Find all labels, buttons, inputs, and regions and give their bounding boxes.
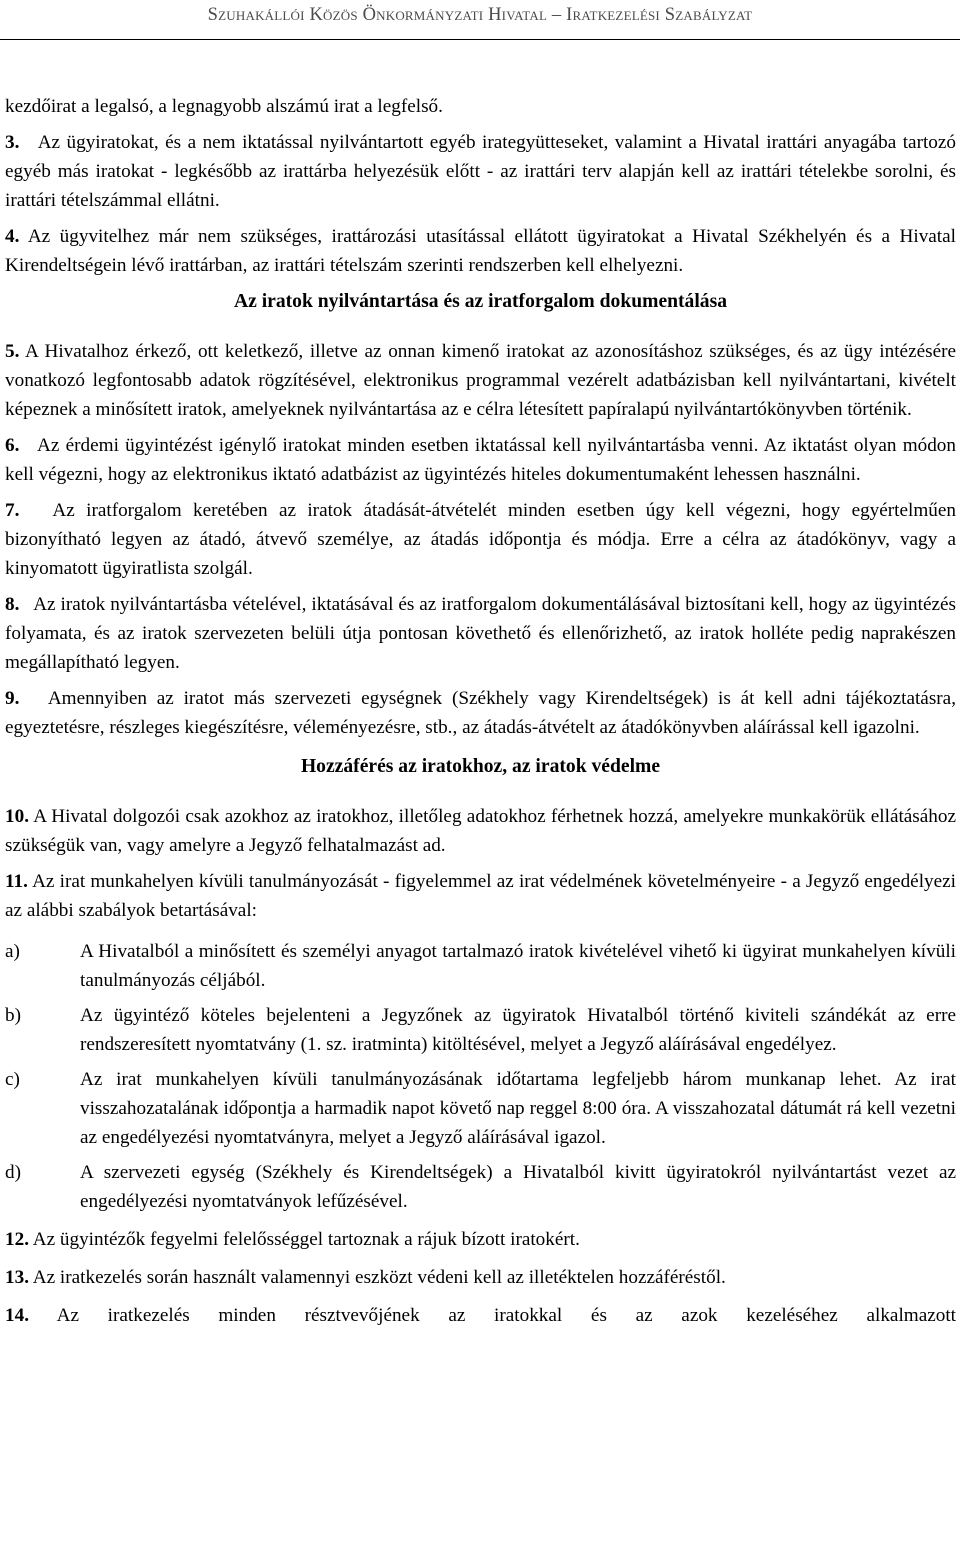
paragraph-text: Amennyiben az iratot más szervezeti egységnek (Székhely vagy Kirendeltségek) is át kell adni tájékoztatásra, egyeztetésre, részleges kiegészítésre, véleményezésre, stb., az átadás-átvételt az átadókönyvben aláírással kell igazolni. — [5, 688, 956, 738]
subitem-label: a) — [5, 941, 20, 962]
section-heading-access: Hozzáférés az iratokhoz, az iratok védelme — [300, 756, 661, 777]
subitem-text: Az irat munkahelyen kívüli tanulmányozásának időtartama legfeljebb három munkanap lehet. Az irat visszahozatalának időpontja a harmadik napot követő nap reggel 8:00 óra. A visszahozatal dátumát rá kell vezetni az engedélyezési nyomtatványra, melyet a Jegyző aláírásával igazol. — [80, 1069, 956, 1148]
paragraph-number: 12. — [5, 1229, 29, 1250]
subitem-b — [5, 1001, 956, 1059]
paragraph-number: 11. — [5, 871, 28, 892]
paragraph-text: Az érdemi ügyintézést igénylő iratokat minden esetben iktatással kell nyilvántartásba venni. Az iktatást olyan módon kell végezni, hogy az elektronikus iktató adatbázist az ügyintézés hiteles dokumentumaként lehessen használni. — [5, 435, 956, 485]
paragraph-14 — [5, 1301, 956, 1330]
paragraph-number: 7. — [5, 500, 20, 521]
paragraph-9 — [5, 684, 956, 742]
paragraph-12 — [5, 1225, 956, 1254]
paragraph-number: 6. — [5, 435, 20, 456]
header-rule — [0, 39, 960, 40]
paragraph-number: 4. — [5, 226, 20, 247]
paragraph-10 — [5, 802, 956, 860]
paragraph-text: Az ügyvitelhez már nem szükséges, irattározási utasítással ellátott ügyiratokat a Hivatal Székhelyén és a Hivatal Kirendeltségein lévő irattárban, az irattári tételszám szerinti rendszerben kell elhelyezni. — [5, 226, 956, 276]
paragraph-11 — [5, 867, 956, 925]
subitem-label: b) — [5, 1005, 21, 1026]
page-header — [0, 0, 960, 46]
paragraph-text: Az ügyintézők fegyelmi felelősséggel tartoznak a rájuk bízott iratokért. — [32, 1229, 580, 1250]
paragraph-text: Az iratkezelés minden résztvevőjének az iratokkal és az azok kezeléséhez alkalmazott — [56, 1305, 956, 1326]
paragraph-7 — [5, 496, 956, 583]
paragraph-number: 9. — [5, 688, 20, 709]
paragraph-text: A Hivatalhoz érkező, ott keletkező, illetve az onnan kimenő iratokat az azonosításhoz szükséges, és az ügy intézésére vonatkozó legfontosabb adatok rögzítésével, elektronikus programmal vezérelt adatbázisban kell nyilvántartani, kivételt képeznek a minősített iratok, amelyeknek nyilvántartása az e célra létesített papíralapú nyilvántartókönyvben történik. — [5, 341, 956, 420]
header-title: Szuhakállói Közös Önkormányzati Hivatal – Iratkezelési Szabályzat — [207, 5, 753, 25]
paragraph-text: A Hivatal dolgozói csak azokhoz az iratokhoz, illetőleg adatokhoz férhetnek hozzá, amelyekre munkakörük ellátásához szükségük van, vagy amelyre a Jegyző felhatalmazást ad. — [5, 806, 956, 856]
paragraph-text: Az iratforgalom keretében az iratok átadását-átvételét minden esetben úgy kell végezni, hogy egyértelműen bizonyítható legyen az átadó, átvevő személye, az átadás időpontja és módja. Erre a célra az átadókönyv, vagy a kinyomatott ügyiratlista szolgál. — [5, 500, 956, 579]
paragraph-5 — [5, 337, 956, 424]
subitem-label: c) — [5, 1069, 20, 1090]
paragraph-3 — [5, 128, 956, 215]
section-heading-records: Az iratok nyilvántartása és az iratforgalom dokumentálása — [233, 291, 728, 312]
paragraph-6 — [5, 431, 956, 489]
paragraph-text: Az irat munkahelyen kívüli tanulmányozását - figyelemmel az irat védelmének követelményeire - a Jegyző engedélyezi az alábbi szabályok betartásával: — [5, 871, 956, 921]
subitem-a — [5, 937, 956, 995]
paragraph-number: 10. — [5, 806, 29, 827]
subitem-text: Az ügyintéző köteles bejelenteni a Jegyzőnek az ügyiratok Hivatalból történő kiviteli szándékát az erre rendszeresített nyomtatvány (1. sz. iratminta) kitöltésével, melyet a Jegyző aláírásával engedélyez. — [80, 1005, 956, 1055]
subitem-d — [5, 1158, 956, 1216]
subitem-c — [5, 1065, 956, 1152]
paragraph-13 — [5, 1263, 956, 1292]
paragraph-number: 14. — [5, 1305, 29, 1326]
paragraph-text: Az ügyiratokat, és a nem iktatással nyilvántartott egyéb irategyütteseket, valamint a Hivatal irattári anyagába tartozó egyéb más iratokat - legkésőbb az irattárba helyezésük előtt - az irattári terv alapján kell az irattári tételekbe sorolni, és irattári tételszámmal ellátni. — [5, 132, 956, 211]
paragraph-number: 8. — [5, 594, 20, 615]
subitem-text: A Hivatalból a minősített és személyi anyagot tartalmazó iratok kivételével vihető ki ügyirat munkahelyen kívüli tanulmányozás céljából. — [80, 941, 956, 991]
paragraph-number: 13. — [5, 1267, 29, 1288]
subitem-text: A szervezeti egység (Székhely és Kirendeltségek) a Hivatalból kivitt ügyiratokról nyilvántartást vezet az engedélyezési nyomtatványok lefűzésével. — [80, 1162, 956, 1212]
paragraph-number: 3. — [5, 132, 20, 153]
paragraph-text: Az iratkezelés során használt valamennyi eszközt védeni kell az illetéktelen hozzáféréstől. — [32, 1267, 726, 1288]
intro-line: kezdőirat a legalsó, a legnagyobb alszámú irat a legfelső. — [5, 96, 443, 117]
subitem-label: d) — [5, 1162, 21, 1183]
paragraph-number: 5. — [5, 341, 20, 362]
paragraph-4 — [5, 222, 956, 280]
document-body — [5, 92, 956, 1330]
paragraph-8 — [5, 590, 956, 677]
paragraph-text: Az iratok nyilvántartásba vételével, iktatásával és az iratforgalom dokumentálásával biztosítani kell, hogy az ügyintézés folyamata, és az iratok szervezeten belüli útja pontosan követhető és ellenőrizhető, az iratok holléte pedig naprakészen megállapítható legyen. — [5, 594, 956, 673]
